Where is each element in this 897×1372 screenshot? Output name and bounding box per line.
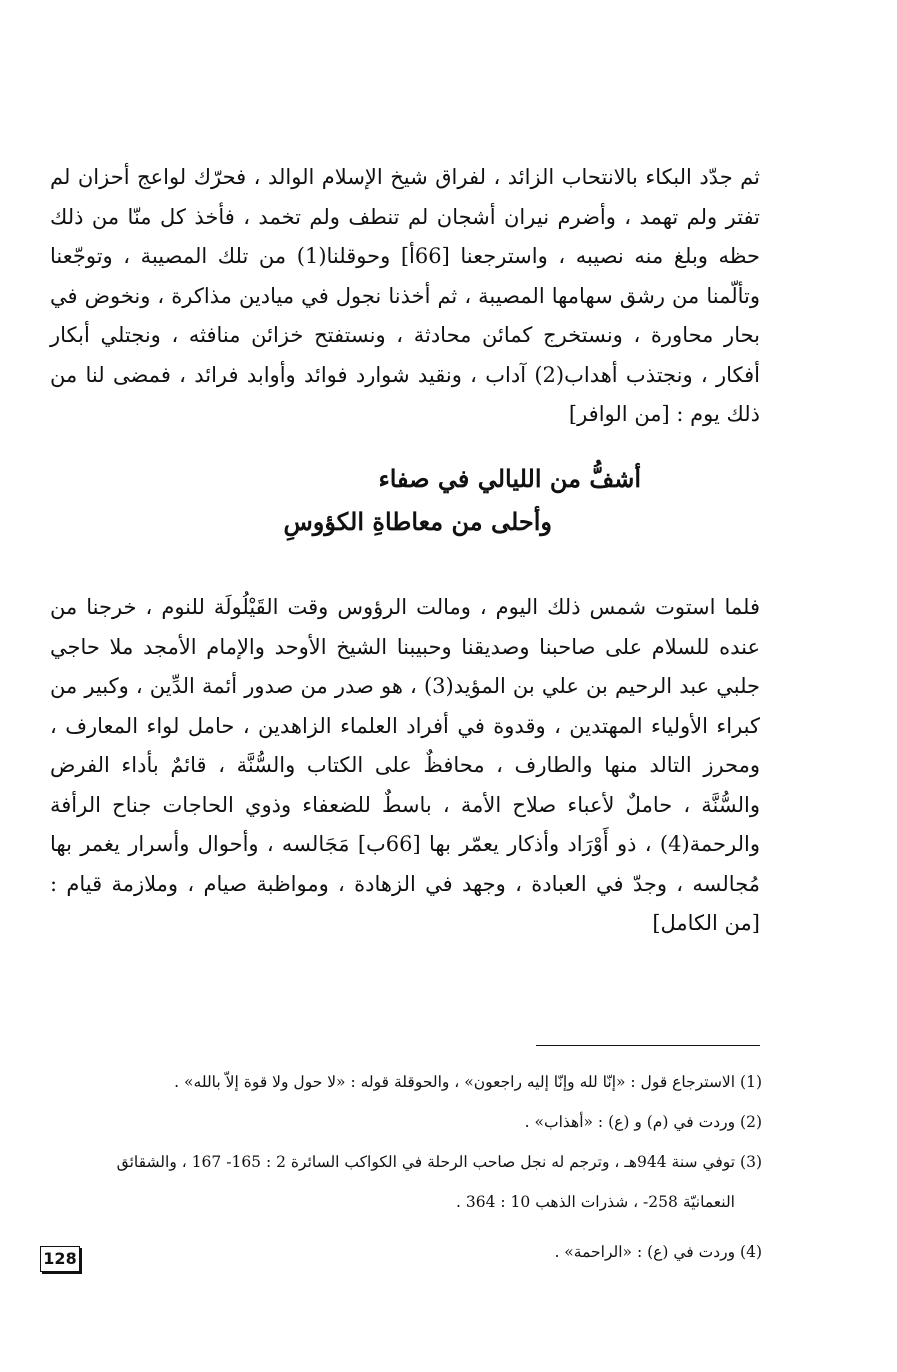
- footnote-4: (4) وردت في (ع) : «الراحمة» .: [554, 1243, 762, 1261]
- verse-line-1: أشفُّ من الليالي في صفاء: [378, 464, 641, 493]
- footnote-3: (3) توفي سنة 944هـ ، وترجم له نجل صاحب الرحلة في الكواكب السائرة 2 : 165- 167 ، والشقائق: [116, 1153, 762, 1171]
- footnote-1: (1) الاسترجاع قول : «إنّا لله وإنّا إليه راجعون» ، والحوقلة قوله : «لا حول ولا قوة إلاّ بالله» .: [174, 1073, 762, 1091]
- footnote-2: (2) وردت في (م) و (ع) : «أهذاب» .: [524, 1113, 762, 1131]
- page-number: 128: [40, 1246, 80, 1272]
- paragraph-1: ثم جدّد البكاء بالانتحاب الزائد ، لفراق شيخ الإسلام الوالد ، فحرّك لواعج أحزان لم تفتر ولم تهمد ، وأضرم نيران أشجان لم تنطف ولم تخمد ، فأخذ كل منّا من ذلك حظه وبلغ منه نصيبه ، واسترجعنا [66أ] وحوقلنا(1) من تلك المصيبة ، وتوجّعنا وتألّمنا من رشق سهامها المصيبة ، ثم أخذنا نجول في ميادين مذاكرة ، ونخوض في بحار محاورة ، ونستخرج كمائن محادثة ، ونستفتح خزائن منافثه ، ونجتلي أبكار أفكار ، ونجتذب أهداب(2) آداب ، ونقيد شوارد فوائد وأوابد فرائد ، فمضى لنا من ذلك يوم : [من الوافر]: [50, 165, 761, 426]
- paragraph-2: فلما استوت شمس ذلك اليوم ، ومالت الرؤوس وقت القَيْلُولَة للنوم ، خرجنا من عنده للسلام على صاحبنا وصديقنا وحبيبنا الشيخ الأوحد والإمام الأمجد ملا حاجي جلبي عبد الرحيم بن علي بن المؤيد(3) ، هو صدر من صدور أئمة الدِّين ، وكبير من كبراء الأولياء المهتدين ، وقدوة في أفراد العلماء الزاهدين ، حامل لواء المعارف ، ومحرز التالد منها والطارف ، محافظٌ على الكتاب والسُّنَّة ، قائمٌ بأداء الفرض والسُّنَّة ، حاملٌ لأعباء صلاح الأمة ، باسطٌ للضعفاء وذوي الحاجات جناح الرأفة والرحمة(4) ، ذو أَوْرَاد وأذكار يعمّر بها [66ب] مَجَالسه ، وأحوال وأسرار يغمر بها مُجالسه ، وجدّ في العبادة ، وجهد في الزهادة ، ومواظبة صيام ، وملازمة قيام : [من الكامل]: [50, 595, 761, 935]
- footnote-separator: [536, 1045, 760, 1046]
- verse-line-2: وأحلى من معاطاةِ الكؤوسِ: [283, 507, 552, 536]
- footnote-3-continued: النعمانيّة 258- ، شذرات الذهب 10 : 364 .: [456, 1193, 735, 1211]
